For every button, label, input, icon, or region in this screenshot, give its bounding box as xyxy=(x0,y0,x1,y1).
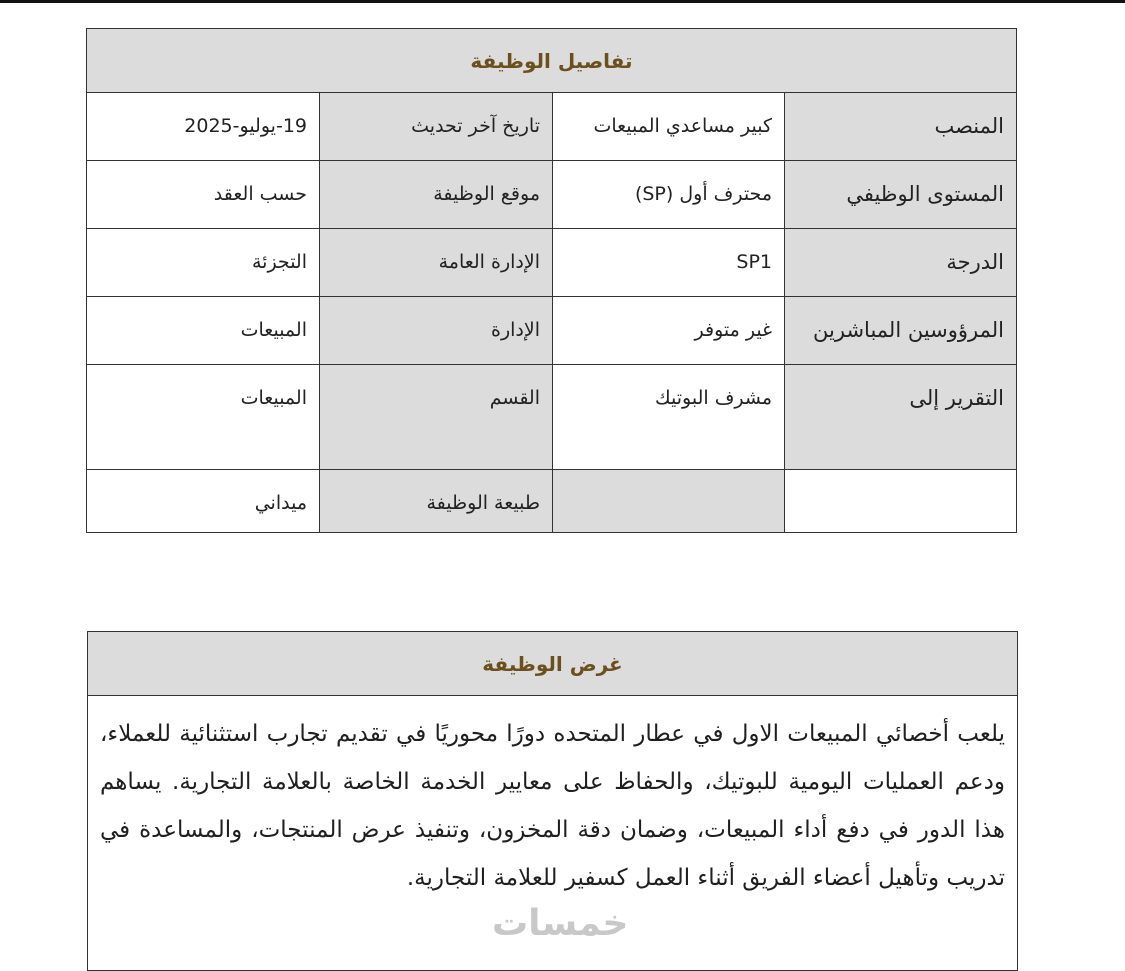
label-general-management: الإدارة العامة xyxy=(319,229,552,296)
value-job-nature: ميداني xyxy=(88,470,319,532)
table-row xyxy=(87,229,1016,297)
value-reports-to: مشرف البوتيك xyxy=(552,365,784,469)
value-general-management: التجزئة xyxy=(88,229,319,296)
table-row xyxy=(87,93,1016,161)
label-reports-to: التقرير إلى xyxy=(784,365,1016,469)
label-position: المنصب xyxy=(784,93,1016,160)
label-job-level: المستوى الوظيفي xyxy=(784,161,1016,228)
value-department: المبيعات xyxy=(88,297,319,364)
table-row xyxy=(87,161,1016,229)
job-details-table xyxy=(86,28,1017,533)
value-direct-reports: غير متوفر xyxy=(552,297,784,364)
table-row xyxy=(87,297,1016,365)
job-details-title: تفاصيل الوظيفة xyxy=(87,29,1016,93)
job-purpose-title: غرض الوظيفة xyxy=(88,632,1017,696)
value-job-level: محترف أول (SP) xyxy=(552,161,784,228)
label-direct-reports: المرؤوسين المباشرين xyxy=(784,297,1016,364)
label-job-nature: طبيعة الوظيفة xyxy=(319,470,552,532)
label-section: القسم xyxy=(319,365,552,469)
value-position: كبير مساعدي المبيعات xyxy=(552,93,784,160)
value-grade: SP1 xyxy=(552,229,784,296)
label-last-update: تاريخ آخر تحديث xyxy=(319,93,552,160)
watermark-logo: خمسات xyxy=(492,903,629,944)
table-row xyxy=(87,470,1016,532)
table-row xyxy=(87,365,1016,470)
value-job-location: حسب العقد xyxy=(88,161,319,228)
job-purpose-text: يلعب أخصائي المبيعات الاول في عطار المتحده دورًا محوريًا في تقديم تجارب استثنائية للعملاء، ودعم العمليات اليومية للبوتيك، والحفاظ على معايير الخدمة الخاصة بالعلامة التجارية. يساهم هذا الدور في دفع أداء المبيعات، وضمان دقة المخزون، وتنفيذ عرض المنتجات، والمساعدة في تدريب وتأهيل أعضاء الفريق أثناء العمل كسفير للعلامة التجارية. xyxy=(100,721,1005,891)
label-grade: الدرجة xyxy=(784,229,1016,296)
value-section: المبيعات xyxy=(88,365,319,469)
value-last-update: 19-يوليو-2025 xyxy=(88,93,319,160)
top-divider xyxy=(0,0,1125,3)
label-department: الإدارة xyxy=(319,297,552,364)
empty-cell xyxy=(784,470,1016,532)
label-job-location: موقع الوظيفة xyxy=(319,161,552,228)
empty-cell xyxy=(552,470,784,532)
